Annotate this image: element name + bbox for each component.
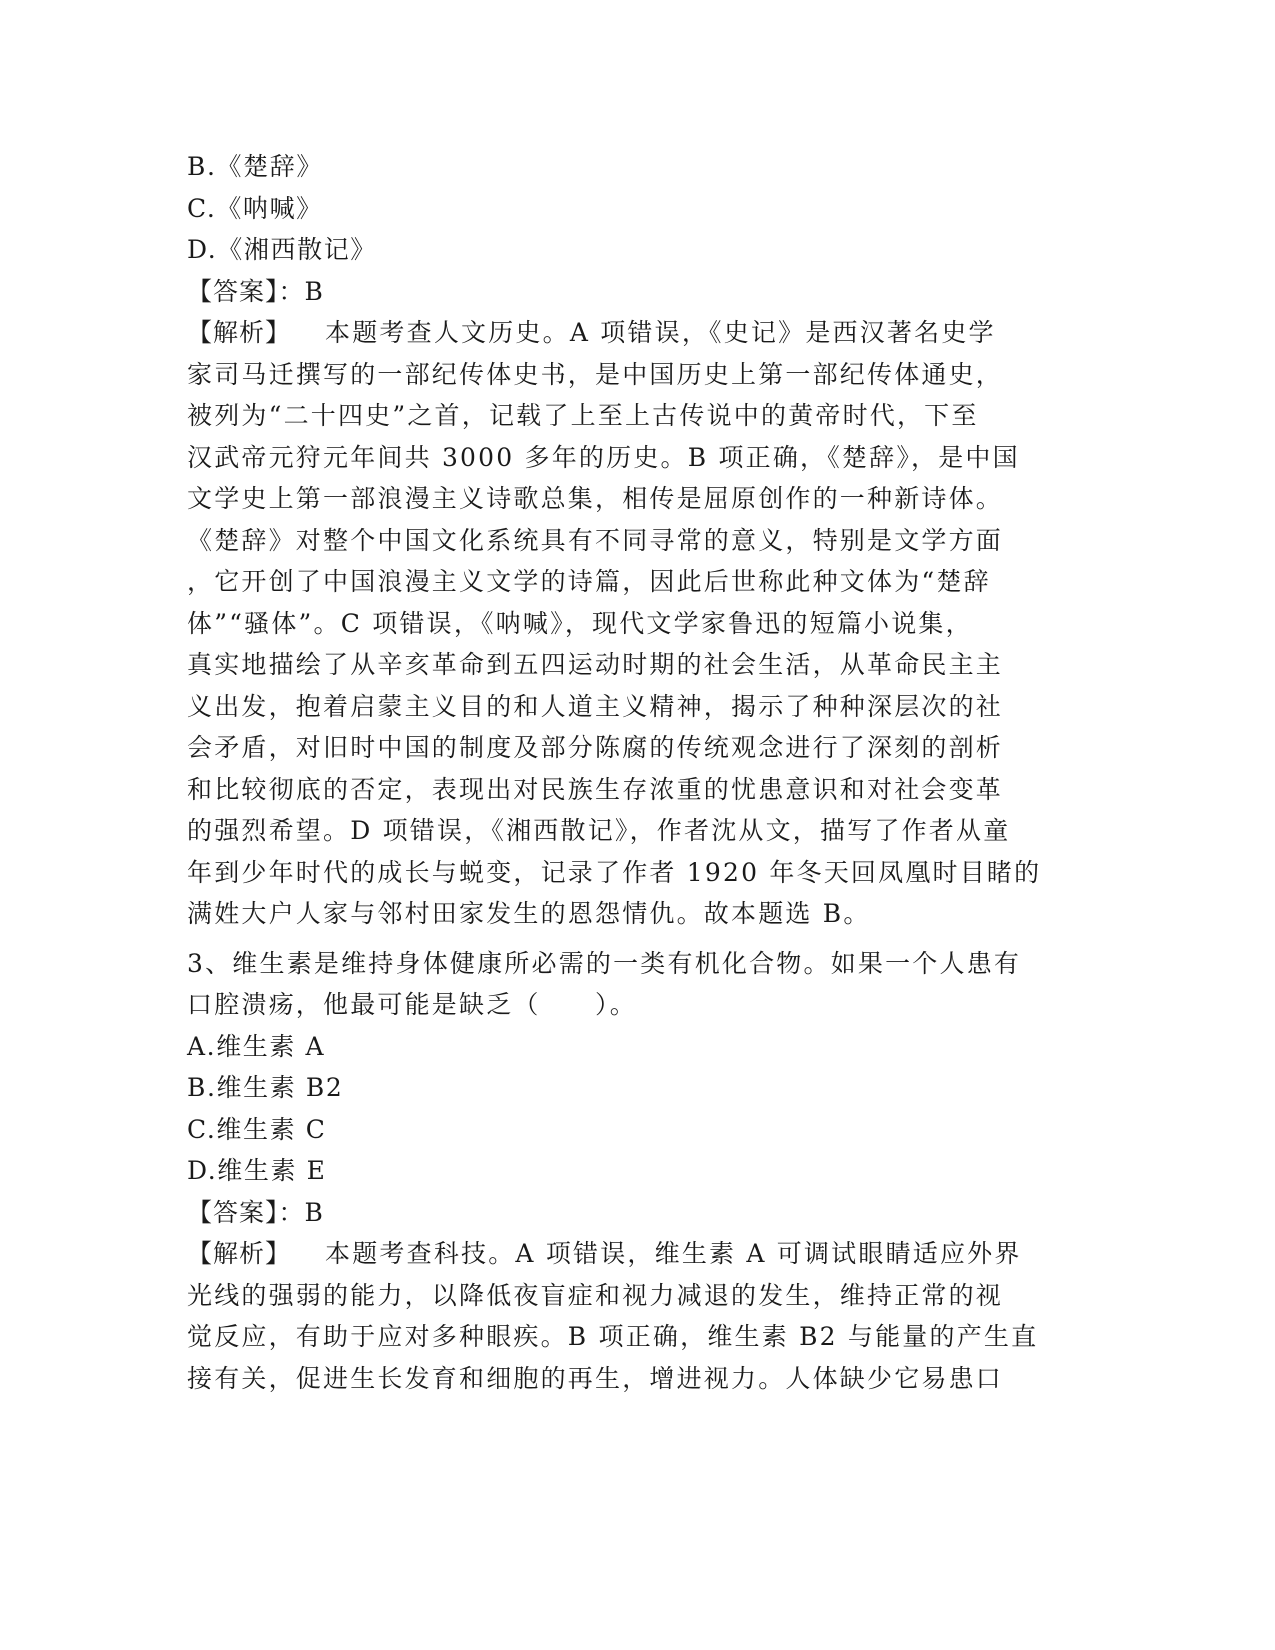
analysis-label: 【解析】 — [187, 318, 292, 347]
q2-answer — [187, 271, 1087, 313]
option-c: C.维生素 C — [187, 1114, 327, 1144]
analysis-line: 和比较彻底的否定，表现出对民族生存浓重的忧患意识和对社会变革 — [187, 774, 1004, 804]
q3-answer — [187, 1192, 1087, 1234]
analysis-line: 觉反应，有助于应对多种眼疾。B 项正确，维生素 B2 与能量的产生直 — [187, 1322, 1039, 1351]
analysis-line: 接有关，促进生长发育和细胞的再生，增进视力。人体缺少它易患口 — [187, 1363, 1004, 1393]
analysis-line: 真实地描绘了从辛亥革命到五四运动时期的社会生活，从革命民主主 — [187, 650, 1004, 679]
analysis-line: 体”“骚体”。C 项错误，《呐喊》，现代文学家鲁迅的短篇小说集， — [187, 608, 973, 638]
analysis-line: 满姓大户人家与邻村田家发生的恩怨情仇。故本题选 B。 — [187, 899, 871, 928]
answer-value: B — [304, 1197, 326, 1227]
q3-analysis — [187, 1233, 1087, 1399]
analysis-text: 本题考查人文历史。A 项错误，《史记》是西汉著名史学 — [325, 318, 996, 347]
option-d: D.维生素 E — [187, 1156, 327, 1185]
answer-value: B — [304, 276, 326, 306]
analysis-line: 光线的强弱的能力，以降低夜盲症和视力减退的发生，维持正常的视 — [187, 1280, 1004, 1310]
analysis-line: 义出发，抱着启蒙主义目的和人道主义精神，揭示了种种深层次的社 — [187, 691, 1004, 721]
analysis-line: 会矛盾，对旧时中国的制度及部分陈腐的传统观念进行了深刻的剖析 — [187, 733, 1004, 762]
analysis-line — [187, 1233, 1087, 1275]
analysis-line: 的强烈希望。D 项错误，《湘西散记》，作者沈从文，描写了作者从童 — [187, 816, 1011, 845]
analysis-line: 《楚辞》对整个中国文化系统具有不同寻常的意义，特别是文学方面 — [187, 525, 1004, 555]
analysis-line — [187, 312, 1087, 354]
option-c: C.《呐喊》 — [187, 193, 323, 223]
analysis-label: 【解析】 — [187, 1239, 292, 1268]
question-line: 口腔溃疡，他最可能是缺乏（ ）。 — [187, 990, 637, 1019]
q3-question — [187, 943, 1087, 1026]
option-b: B.维生素 B2 — [187, 1073, 344, 1102]
q3-options — [187, 1026, 1087, 1192]
analysis-line: 文学史上第一部浪漫主义诗歌总集，相传是屈原创作的一种新诗体。 — [187, 484, 1004, 513]
content-column — [187, 146, 1087, 1399]
analysis-line: 被列为“二十四史”之首，记载了上至上古传说中的黄帝时代，下至 — [187, 401, 979, 430]
analysis-text: 本题考查科技。A 项错误，维生素 A 可调试眼睛适应外界 — [325, 1239, 1022, 1268]
analysis-line: ，它开创了中国浪漫主义文学的诗篇，因此后世称此种文体为“楚辞 — [187, 567, 991, 596]
option-d: D.《湘西散记》 — [187, 235, 377, 264]
analysis-line: 家司马迁撰写的一部纪传体史书，是中国历史上第一部纪传体通史， — [187, 359, 1004, 389]
analysis-line: 汉武帝元狩元年间共 3000 多年的历史。B 项正确，《楚辞》，是中国 — [187, 442, 1020, 472]
question-line: 3、维生素是维持身体健康所必需的一类有机化合物。如果一个人患有 — [187, 948, 1022, 978]
option-a: A.维生素 A — [187, 1031, 326, 1061]
q2-options — [187, 146, 1087, 271]
answer-label: 【答案】： — [187, 1197, 305, 1227]
option-b: B.《楚辞》 — [187, 152, 323, 181]
question-spacer — [187, 935, 1087, 943]
analysis-line: 年到少年时代的成长与蜕变，记录了作者 1920 年冬天回凤凰时目睹的 — [187, 857, 1042, 887]
q2-analysis — [187, 312, 1087, 935]
answer-label: 【答案】： — [187, 276, 305, 306]
